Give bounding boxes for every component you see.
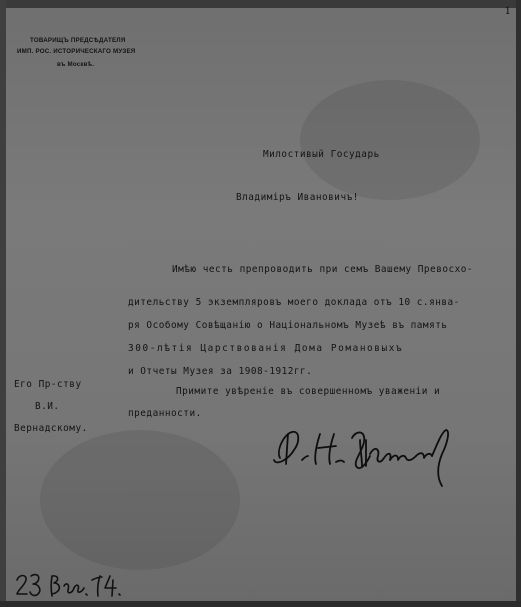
- body-line: ря Особому Совѣщанiю о Нацiональномъ Музеѣ въ память: [128, 320, 448, 331]
- letterhead-line-1: ТОВАРИЩЪ ПРЕДСѢДАТЕЛЯ: [30, 37, 126, 44]
- body-line: Примите увѣренiе въ совершенномъ уваженiи и: [176, 386, 441, 397]
- paper-stain: [300, 80, 480, 200]
- body-line: Имѣю честь препроводить при семъ Вашему Превосхо-: [172, 264, 474, 275]
- letterhead-line-2: ИМП. РОС. ИСТОРИЧЕСКАГО МУЗЕЯ: [17, 48, 136, 55]
- salutation-line-2: Владимiръ Ивановичъ!: [236, 192, 359, 203]
- body-line: преданности.: [128, 408, 202, 419]
- handwritten-date: [14, 568, 124, 602]
- letterhead-line-3: въ Москвѣ.: [57, 61, 95, 68]
- scan-edge-top: [0, 0, 521, 8]
- addressee-line-3: Вернадскому.: [14, 423, 88, 434]
- addressee-line-2: В.И.: [35, 401, 60, 412]
- body-line: дительству 5 экземпляровъ моего доклада отъ 10 с.янва-: [128, 297, 460, 308]
- page-number: 1: [504, 6, 511, 17]
- scan-edge-left: [0, 0, 6, 607]
- handwritten-signature: [270, 420, 460, 495]
- salutation-line-1: Милостивый Государь: [263, 149, 380, 160]
- scan-edge-right: [516, 0, 521, 607]
- body-line: 300-лѣтiя Царствованiя Дома Романовыхъ: [128, 343, 404, 354]
- paper-stain: [40, 430, 240, 570]
- body-line: и Отчеты Музея за 1908-1912гг.: [128, 366, 313, 377]
- addressee-line-1: Его Пр-ству: [14, 379, 82, 390]
